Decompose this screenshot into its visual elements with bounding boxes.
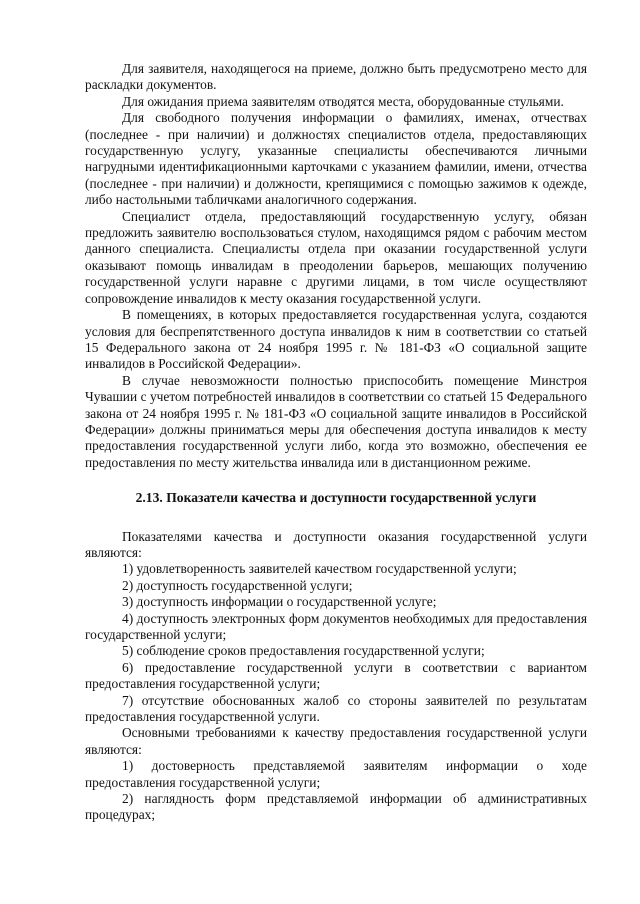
document-body	[85, 61, 587, 824]
paragraph: В случае невозможности полностью приспособить помещение Минстроя Чувашии с учетом потребностей инвалидов в соответствии со статьей 15 Федерального закона от 24 ноября 1995 г. № 181-ФЗ «О социальной защите инвалидов в Российской Федерации» должны приниматься меры для обеспечения доступа инвалидов к месту предоставления государственной услуги либо, когда это возможно, обеспечения ее предоставления по месту жительства инвалида или в дистанционном режиме.	[85, 372, 587, 470]
list-item: 1) достоверность представляемой заявителям информации о ходе предоставления государственной услуги;	[85, 758, 587, 790]
list-item: 1) удовлетворенность заявителей качеством государственной услуги;	[122, 561, 517, 577]
paragraph: Основными требованиями к качеству предоставления государственной услуги являются:	[85, 725, 587, 757]
section-heading: 2.13. Показатели качества и доступности государственной услуги	[135, 490, 537, 506]
list-item: 6) предоставление государственной услуги в соответствии с вариантом предоставления государственной услуги;	[85, 659, 587, 692]
list-item: 2) наглядность форм представляемой информации об административных процедурах;	[85, 791, 587, 823]
list-item: 5) соблюдение сроков предоставления государственной услуги;	[122, 643, 485, 659]
paragraph: В помещениях, в которых предоставляется государственная услуга, создаются условия для беспрепятственного доступа инвалидов к ним в соответствии со статьей 15 Федерального закона от 24 ноября 1995 г. № 181-ФЗ «О социальной защите инвалидов в Российской Федерации».	[85, 307, 587, 372]
list-item: 2) доступность государственной услуги;	[122, 577, 353, 593]
list-item: 7) отсутствие обоснованных жалоб со стороны заявителей по результатам предоставления государственной услуги.	[85, 692, 587, 725]
list-item: 4) доступность электронных форм документов необходимых для предоставления государственной услуги;	[85, 610, 587, 642]
paragraph: Для заявителя, находящегося на приеме, должно быть предусмотрено место для раскладки документов.	[85, 61, 587, 93]
paragraph: Показателями качества и доступности оказания государственной услуги являются:	[85, 528, 587, 560]
list-item: 3) доступность информации о государственной услуге;	[122, 594, 437, 610]
paragraph: Для ожидания приема заявителям отводятся места, оборудованные стульями.	[122, 93, 564, 109]
paragraph: Для свободного получения информации о фамилиях, именах, отчествах (последнее - при наличии) и должностях специалистов отдела, предоставляющих государственную услугу, указанные специалисты обеспечиваются личными нагрудными идентификационными карточками с указанием фамилии, имени, отчества (последнее - при наличии) и должности, крепящимися с помощью зажимов к одежде, либо настольными табличками аналогичного содержания.	[85, 110, 587, 208]
paragraph: Специалист отдела, предоставляющий государственную услугу, обязан предложить заявителю воспользоваться стулом, находящимся рядом с рабочим местом данного специалиста. Специалисты отдела при оказании государственной услуги оказывают помощь инвалидам в преодолении барьеров, мешающих получению государственной услуги наравне с другими лицами, в том числе осуществляют сопровождение инвалидов к месту оказания государственной услуги.	[85, 208, 587, 306]
